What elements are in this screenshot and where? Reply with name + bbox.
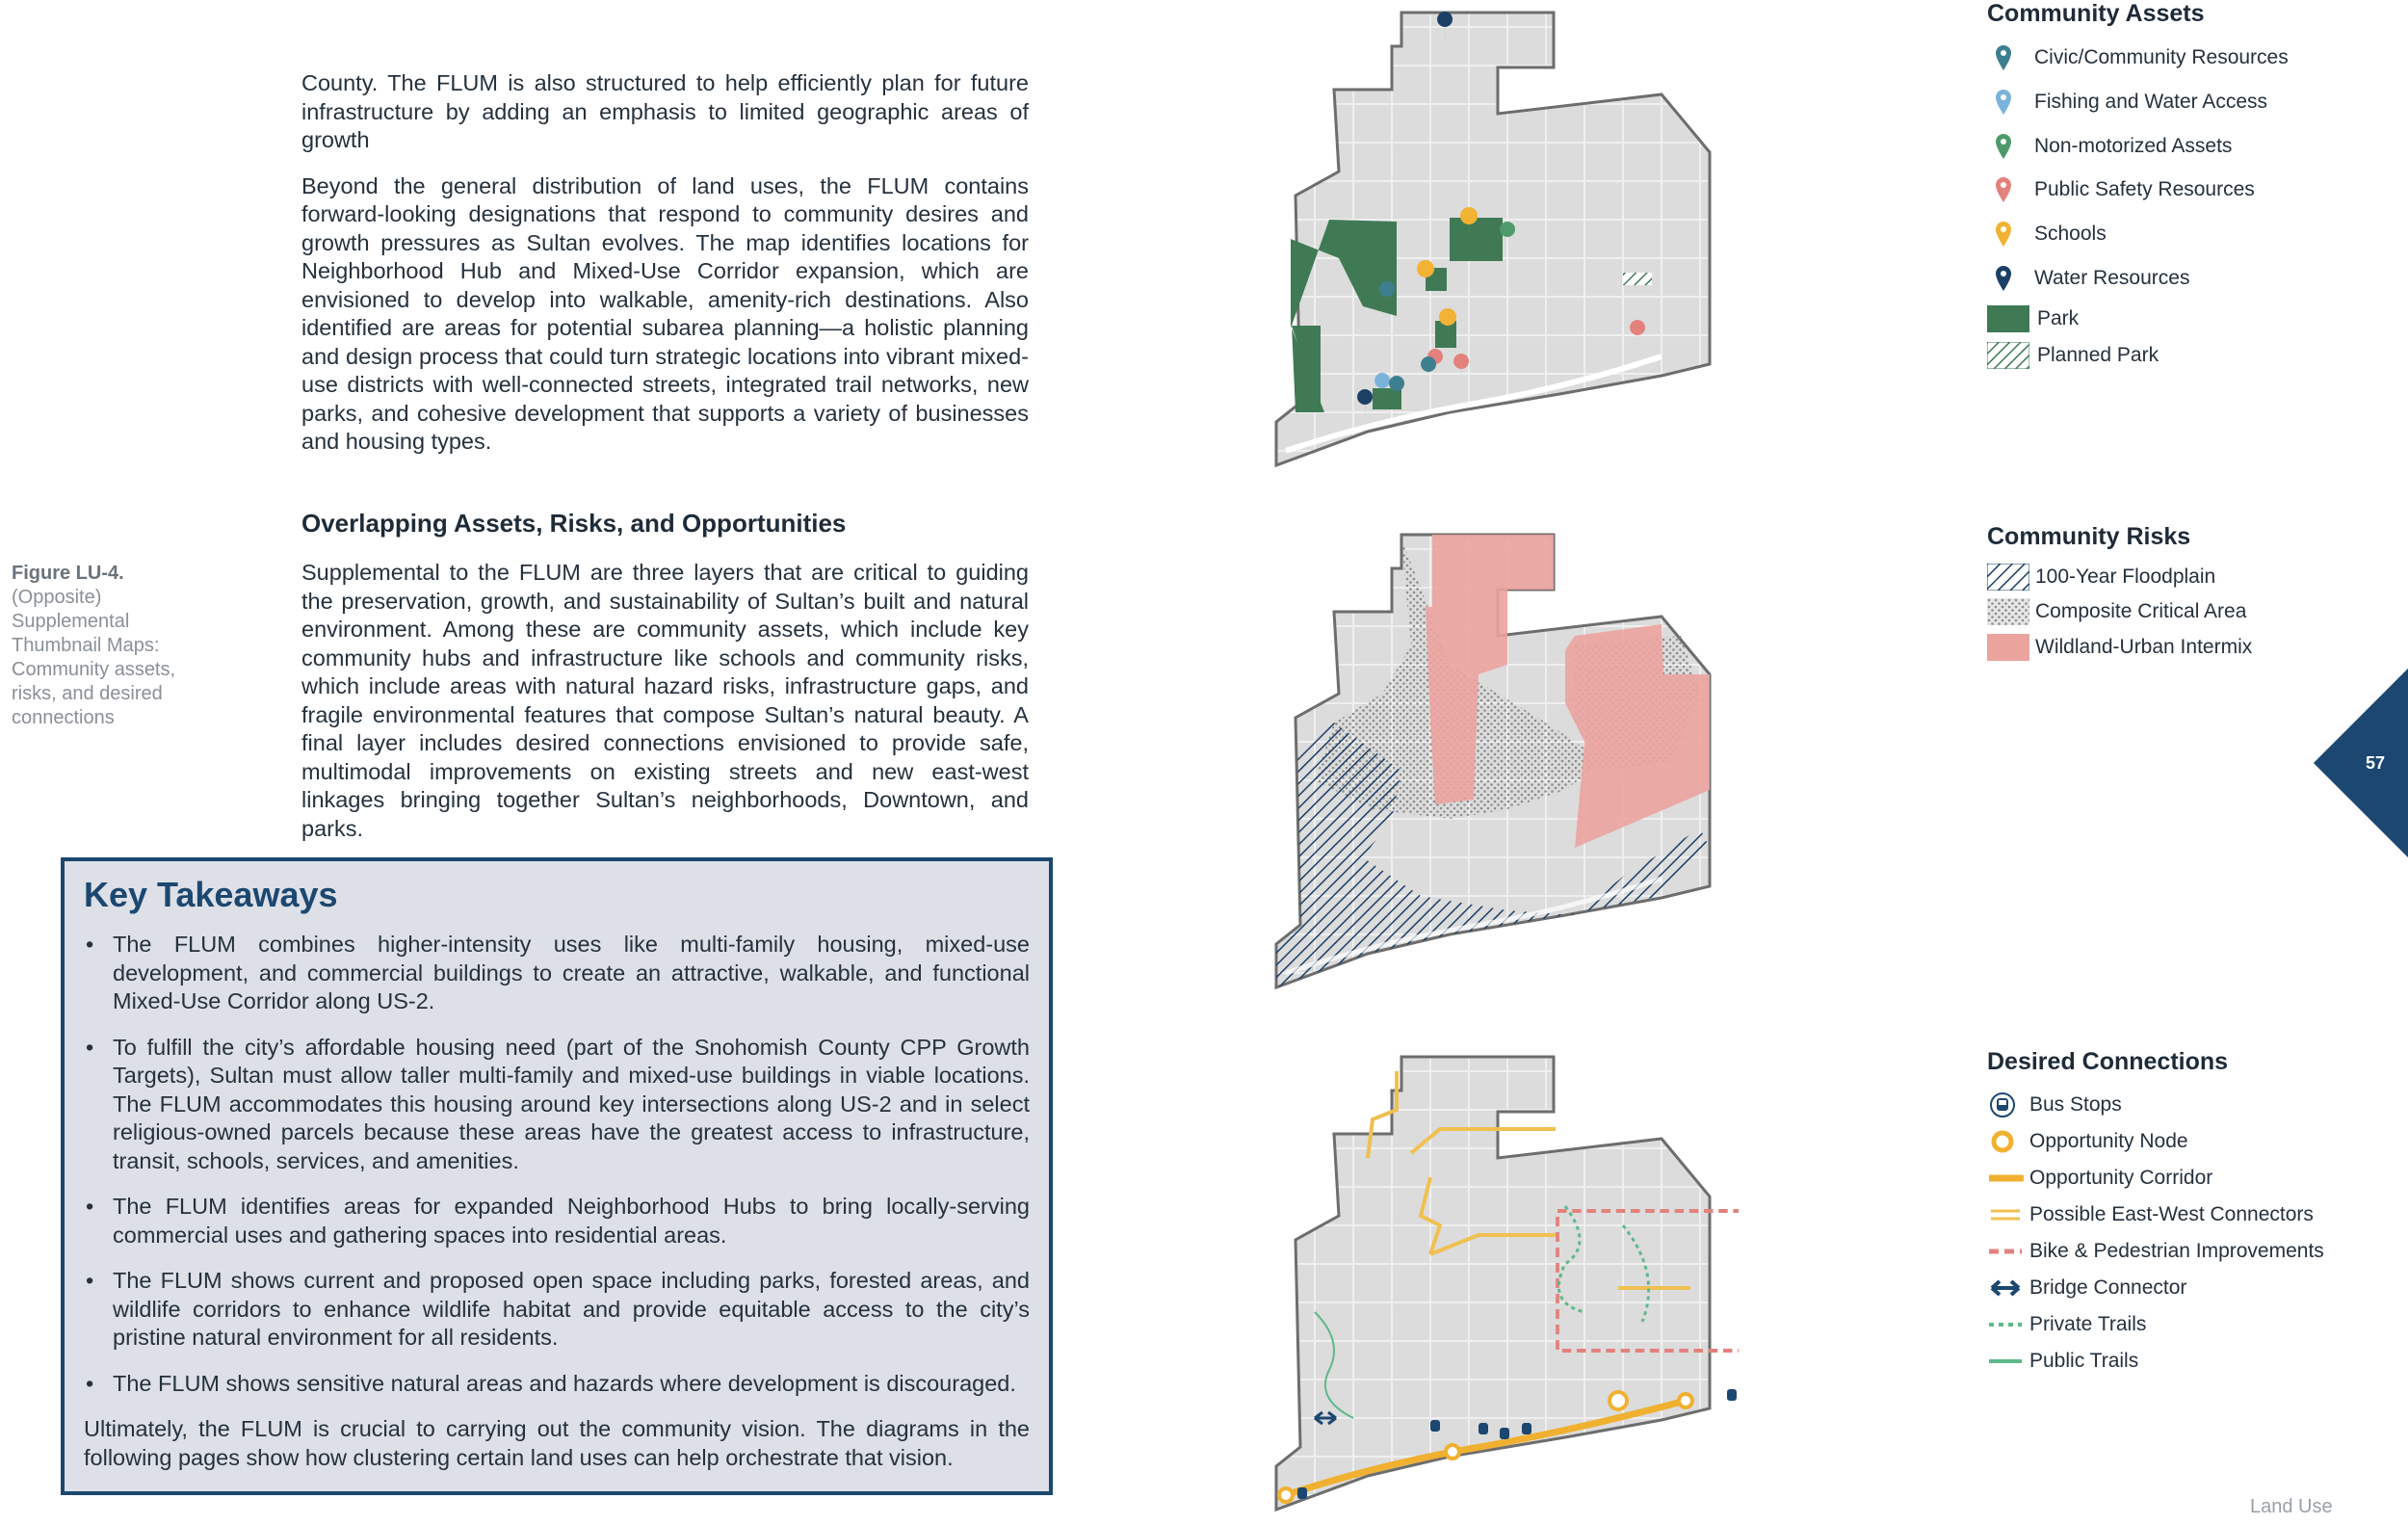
- opportunity-node: [1610, 1392, 1627, 1409]
- school-pin-icon: [1994, 220, 2034, 249]
- section-heading: Overlapping Assets, Risks, and Opportunities: [301, 509, 847, 538]
- legend-item: [1987, 633, 2252, 662]
- civic-pin-icon: [1994, 43, 2034, 72]
- list-item: • To fulfill the city’s affordable housing need (part of the Snohomish County CPP Growth Targets), Sultan must allow taller multi-family and mixed-use buildings in viable locations. The FLUM accommodates this housing around key intersections along US-2 and in select religious-owned parcels because these areas have the greatest access to infrastructure, transit, schools, services, and amenities.: [84, 1034, 1030, 1176]
- list-item: • The FLUM shows sensitive natural areas and hazards where development is discouraged.: [84, 1370, 1030, 1399]
- legend-item: [1989, 1274, 2186, 1302]
- figure-caption-text: (Opposite) Supplemental Thumbnail Maps: Community assets, risks, and desired connections: [12, 587, 176, 728]
- legend-label: Bus Stops: [2029, 1093, 2122, 1116]
- planned-park-swatch-icon: [1987, 341, 2037, 370]
- wui-swatch-icon: [1987, 633, 2035, 662]
- key-takeaways-closing: Ultimately, the FLUM is crucial to carrying out the community vision. The diagrams in the following pages show how clustering certain land uses can help orchestrate that vision.: [84, 1416, 1030, 1470]
- list-item: • The FLUM shows current and proposed open space including parks, forested areas, and wildlife corridors to enhance wildlife habitat and provide equitable access to the city’s pristine natural environment for all residents.: [84, 1267, 1030, 1353]
- public-trails-line-icon: [1989, 1347, 2029, 1376]
- legend-item: [1994, 264, 2189, 293]
- legend-item: [1989, 1091, 2122, 1119]
- legend-item: [1989, 1200, 2314, 1229]
- park-swatch-icon: [1987, 304, 2037, 333]
- legend-label: Schools: [2034, 223, 2107, 245]
- key-takeaways-list: [84, 931, 1030, 1398]
- intro-paragraph: Beyond the general distribution of land uses, the FLUM contains forward-looking designations that respond to community desires and growth pressures as Sultan evolves. The map identifies locations for Neighborhood Hub and Mixed-Use Corridor expansion, which are envisioned to develop into walkable, amenity-rich destinations. Also identified are areas for potential subarea planning—a holistic planning and design process that could turn strategic locations into vibrant mixed-use districts with well-connected streets, integrated trail networks, new parks, and cohesive development that supports a variety of businesses and housing types.: [301, 172, 1029, 454]
- private-trails-dotted-line-icon: [1989, 1310, 2029, 1339]
- opportunity-node: [1446, 1445, 1459, 1459]
- assets-legend-title: Community Assets: [1987, 0, 2205, 27]
- page-tab: [2314, 661, 2408, 865]
- legend-item: [1989, 1347, 2138, 1376]
- safety-pin-icon: [1994, 175, 2034, 204]
- opportunity-node-icon: [1989, 1127, 2029, 1156]
- legend-label: Public Safety Resources: [2034, 178, 2255, 200]
- nonmotorized-pin-icon: [1994, 132, 2034, 161]
- legend-item: [1987, 597, 2246, 626]
- intro-paragraph: County. The FLUM is also structured to help efficiently plan for future infrastructure by adding an emphasis to limited geographic areas of growth: [301, 70, 1029, 152]
- legend-item: [1994, 175, 2255, 204]
- legend-label: Public Trails: [2029, 1350, 2139, 1372]
- legend-label: Composite Critical Area: [2035, 600, 2247, 622]
- east-west-connector-line-icon: [1989, 1200, 2029, 1229]
- footer-section-label: Land Use: [2250, 1496, 2333, 1517]
- community-assets-map: [1257, 8, 1739, 470]
- figure-caption: [12, 562, 195, 730]
- legend-item: [1994, 43, 2289, 72]
- legend-label: Civic/Community Resources: [2034, 46, 2289, 68]
- legend-item: [1989, 1127, 2188, 1156]
- bus-stop: [1297, 1487, 1307, 1499]
- community-risks-map: [1257, 530, 1739, 992]
- legend-label: Non-motorized Assets: [2034, 135, 2233, 157]
- key-takeaways-title: Key Takeaways: [84, 875, 338, 914]
- planned-park-area: [1623, 273, 1652, 285]
- key-takeaways-box: [61, 857, 1053, 1495]
- risks-legend-title: Community Risks: [1987, 523, 2191, 550]
- legend-item: [1989, 1310, 2146, 1339]
- legend-label: Fishing and Water Access: [2034, 91, 2267, 113]
- bus-stop: [1727, 1389, 1737, 1401]
- floodplain-hatch-icon: [1987, 563, 2035, 592]
- legend-label: Water Resources: [2034, 267, 2190, 289]
- legend-label: 100-Year Floodplain: [2035, 565, 2216, 588]
- page-number: 57: [2366, 753, 2386, 773]
- water-pin-icon: [1994, 264, 2034, 293]
- legend-label: Bike & Pedestrian Improvements: [2029, 1240, 2324, 1262]
- bus-stop: [1479, 1423, 1488, 1434]
- legend-item: [1989, 1164, 2212, 1193]
- legend-item: [1987, 341, 2159, 370]
- list-item: • The FLUM combines higher-intensity uses like multi-family housing, mixed-use development, and commercial buildings to create an attractive, walkable, and functional Mixed-Use Corridor along US-2.: [84, 931, 1030, 1016]
- opportunity-node: [1279, 1488, 1293, 1502]
- figure-caption-label: Figure LU-4.: [12, 563, 124, 584]
- legend-item: [1987, 563, 2215, 592]
- bike-ped-dashed-line-icon: [1989, 1237, 2029, 1266]
- opportunity-node: [1679, 1394, 1692, 1407]
- critical-area-dots-icon: [1987, 597, 2035, 626]
- legend-item: [1987, 304, 2079, 333]
- list-item: • The FLUM identifies areas for expanded Neighborhood Hubs to bring locally-serving commercial uses and gathering spaces into residential areas.: [84, 1193, 1030, 1249]
- bridge-connector-arrow-icon: [1989, 1274, 2029, 1302]
- legend-label: Wildland-Urban Intermix: [2035, 636, 2253, 658]
- park-area: [1373, 388, 1401, 409]
- legend-label: Opportunity Node: [2029, 1130, 2188, 1152]
- connections-legend-title: Desired Connections: [1987, 1048, 2229, 1075]
- fishing-pin-icon: [1994, 88, 2034, 117]
- intro-text: [301, 69, 1029, 474]
- legend-label: Private Trails: [2029, 1313, 2147, 1335]
- legend-label: Opportunity Corridor: [2029, 1167, 2213, 1189]
- park-area: [1450, 218, 1503, 261]
- bus-stop: [1500, 1428, 1509, 1439]
- desired-connections-map: [1257, 1052, 1739, 1514]
- legend-item: [1994, 220, 2107, 249]
- legend-label: Park: [2037, 307, 2080, 329]
- bus-stop-icon: [1989, 1091, 2029, 1119]
- legend-label: Planned Park: [2037, 344, 2159, 366]
- section-text: [301, 559, 1029, 860]
- legend-label: Possible East-West Connectors: [2029, 1203, 2314, 1225]
- legend-item: [1994, 88, 2267, 117]
- opportunity-corridor-line-icon: [1989, 1164, 2029, 1193]
- bus-stop: [1430, 1420, 1440, 1432]
- legend-label: Bridge Connector: [2029, 1276, 2187, 1299]
- bus-stop: [1522, 1423, 1531, 1434]
- legend-item: [1994, 132, 2232, 161]
- section-paragraph: Supplemental to the FLUM are three layers that are critical to guiding the preservation, growth, and sustainability of Sultan’s built and natural environment. Among these are community assets, which include key community hubs and infrastructure like schools and community risks, which include areas with natural hazard risks, infrastructure gaps, and fragile environmental features that compose Sultan’s natural beauty. A final layer includes desired connections envisioned to provide safe, multimodal improvements on existing streets and new east-west linkages bringing together Sultan’s neighborhoods, Downtown, and parks.: [301, 560, 1029, 841]
- legend-item: [1989, 1237, 2324, 1266]
